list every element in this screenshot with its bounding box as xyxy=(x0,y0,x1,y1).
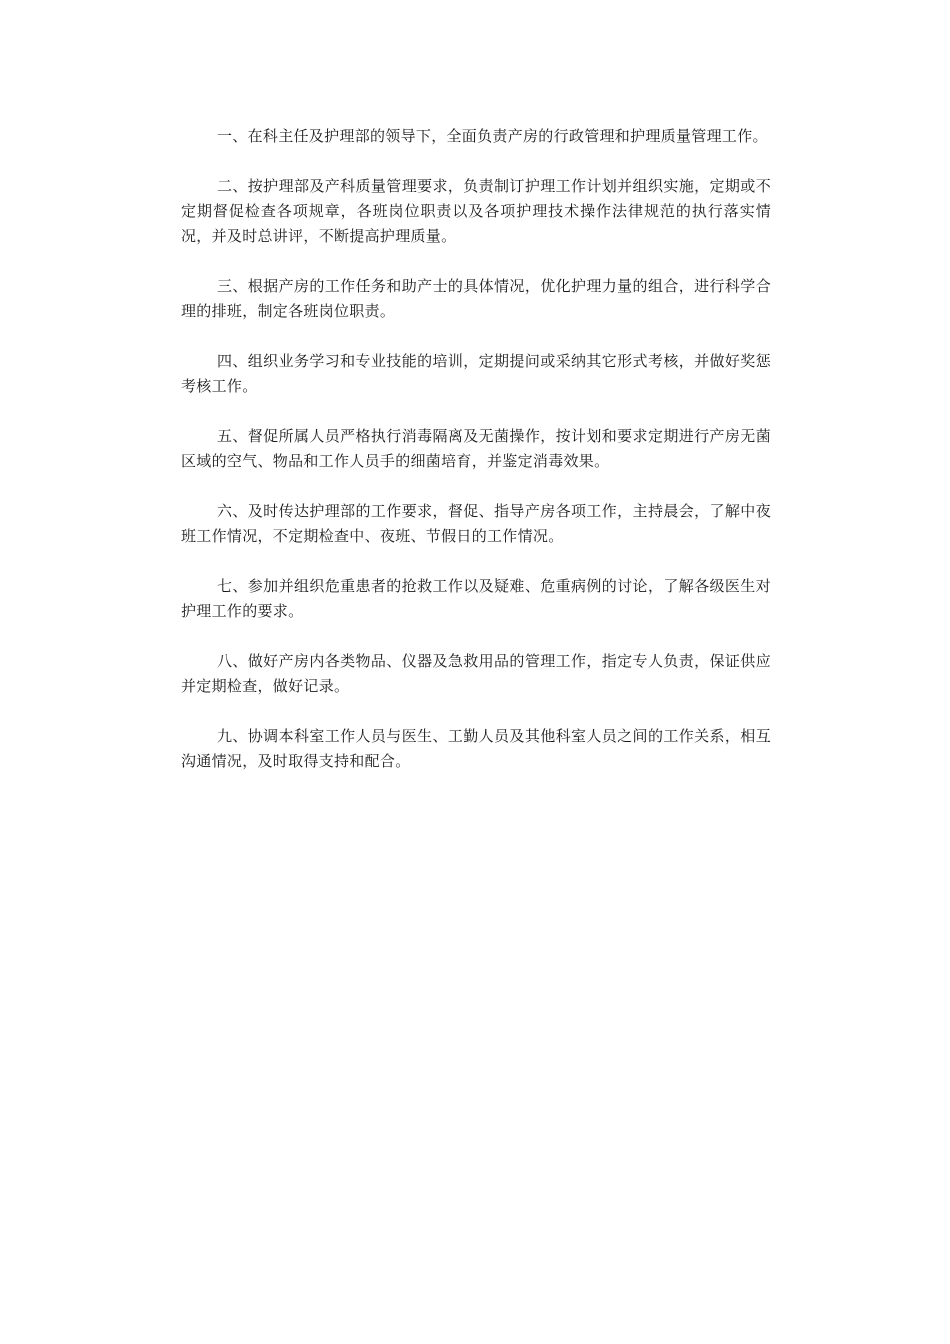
paragraph-8: 八、做好产房内各类物品、仪器及急救用品的管理工作，指定专人负责，保证供应并定期检查，做好记录。 xyxy=(181,652,771,695)
paragraph-5: 五、督促所属人员严格执行消毒隔离及无菌操作，按计划和要求定期进行产房无菌区域的空气、物品和工作人员手的细菌培育，并鉴定消毒效果。 xyxy=(181,427,771,470)
paragraph-6: 六、及时传达护理部的工作要求，督促、指导产房各项工作，主持晨会，了解中夜班工作情况，不定期检查中、夜班、节假日的工作情况。 xyxy=(181,502,771,545)
paragraph-9: 九、协调本科室工作人员与医生、工勤人员及其他科室人员之间的工作关系，相互沟通情况，及时取得支持和配合。 xyxy=(181,727,771,770)
paragraph-3: 三、根据产房的工作任务和助产士的具体情况，优化护理力量的组合，进行科学合理的排班，制定各班岗位职责。 xyxy=(181,277,771,320)
paragraph-1: 一、在科主任及护理部的领导下，全面负责产房的行政管理和护理质量管理工作。 xyxy=(217,127,768,145)
document-body xyxy=(181,124,771,799)
paragraph-7: 七、参加并组织危重患者的抢救工作以及疑难、危重病例的讨论，了解各级医生对护理工作的要求。 xyxy=(181,577,771,620)
paragraph-4: 四、组织业务学习和专业技能的培训，定期提问或采纳其它形式考核，并做好奖惩考核工作。 xyxy=(181,352,771,395)
paragraph-2: 二、按护理部及产科质量管理要求，负责制订护理工作计划并组织实施，定期或不定期督促检查各项规章，各班岗位职责以及各项护理技术操作法律规范的执行落实情况，并及时总讲评，不断提高护理质量。 xyxy=(181,177,771,245)
